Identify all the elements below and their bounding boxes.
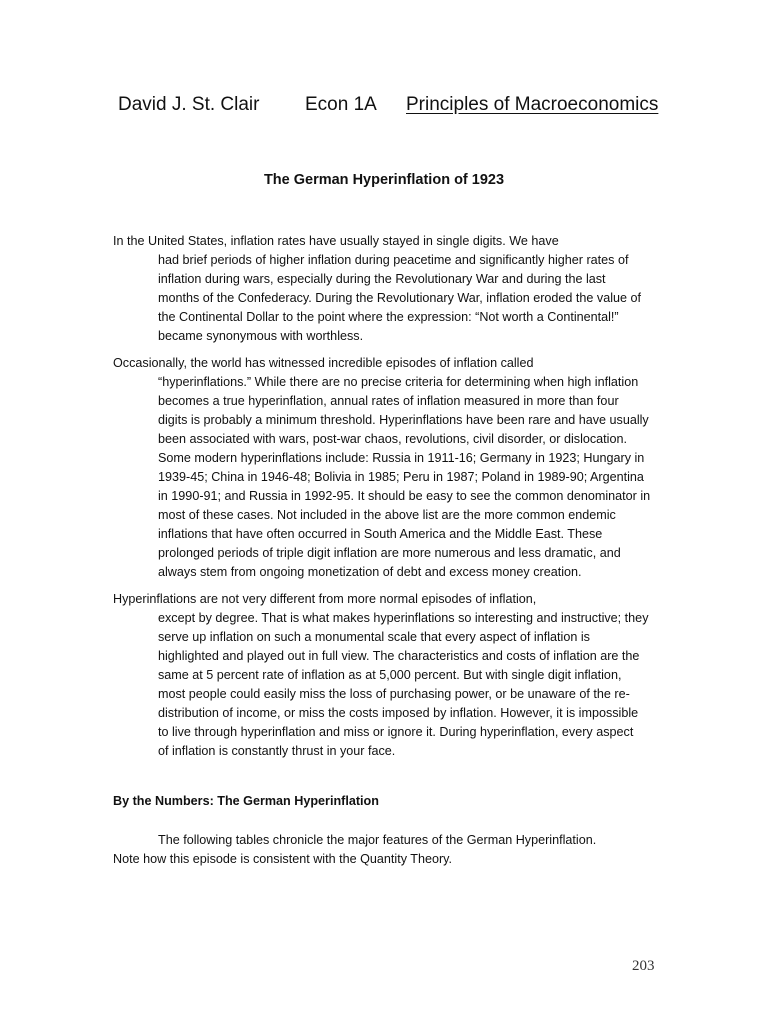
text-line: of inflation is constantly thrust in your face. bbox=[158, 744, 396, 758]
text-line: the Continental Dollar to the point where the expression: “Not worth a Continental!” bbox=[158, 310, 619, 324]
text-line: most people could easily miss the loss of purchasing power, or be unaware of the re- bbox=[158, 687, 630, 701]
text-line: Occasionally, the world has witnessed incredible episodes of inflation called bbox=[113, 356, 534, 370]
paragraph-2 bbox=[113, 354, 661, 582]
text-line: inflations that have often occurred in South America and the Middle East. These bbox=[158, 527, 603, 541]
text-line: highlighted and played out in full view. The characteristics and costs of inflation are the bbox=[158, 649, 640, 663]
document-title: The German Hyperinflation of 1923 bbox=[263, 172, 505, 188]
text-line: except by degree. That is what makes hyperinflations so interesting and instructive; they bbox=[158, 611, 649, 625]
text-line: Some modern hyperinflations include: Russia in 1911-16; Germany in 1923; Hungary in bbox=[158, 451, 645, 465]
section-heading: By the Numbers: The German Hyperinflation bbox=[113, 794, 379, 808]
text-line: distribution of income, or miss the costs imposed by inflation. However, it is impossible bbox=[158, 706, 639, 720]
paragraph-3 bbox=[113, 590, 661, 761]
text-line: digits is probably a minimum threshold. Hyperinflations have been rare and have usually bbox=[158, 413, 649, 427]
text-line: In the United States, inflation rates have usually stayed in single digits. We have bbox=[113, 234, 559, 248]
text-line: in 1990-91; and Russia in 1992-95. It should be easy to see the common denominator in bbox=[158, 489, 651, 503]
text-line: had brief periods of higher inflation during peacetime and significantly higher rates of bbox=[158, 253, 629, 267]
text-line: 1939-45; China in 1946-48; Bolivia in 1985; Peru in 1987; Poland in 1989-90; Argentina bbox=[158, 470, 644, 484]
text-line: The following tables chronicle the major features of the German Hyperinflation. bbox=[158, 833, 597, 847]
paragraph-1 bbox=[113, 232, 661, 346]
course-code: Econ 1A bbox=[305, 94, 377, 115]
text-line: became synonymous with worthless. bbox=[158, 329, 364, 343]
text-line: always stem from ongoing monetization of debt and excess money creation. bbox=[158, 565, 582, 579]
text-line: Hyperinflations are not very different from more normal episodes of inflation, bbox=[113, 592, 537, 606]
body-text bbox=[113, 232, 661, 769]
course-title: Principles of Macroeconomics bbox=[406, 94, 659, 115]
text-line: serve up inflation on such a monumental scale that every aspect of inflation is bbox=[158, 630, 590, 644]
text-line: months of the Confederacy. During the Revolutionary War, inflation eroded the value of bbox=[158, 291, 642, 305]
section-paragraph bbox=[113, 831, 661, 869]
author-name: David J. St. Clair bbox=[118, 94, 260, 115]
text-line: becomes a true hyperinflation, annual rates of inflation measured in more than four bbox=[158, 394, 619, 408]
document-header bbox=[118, 94, 678, 122]
text-line: to live through hyperinflation and miss or ignore it. During hyperinflation, every aspect bbox=[158, 725, 634, 739]
text-line: inflation during wars, especially during the Revolutionary War and during the last bbox=[158, 272, 606, 286]
text-line: same at 5 percent rate of inflation as at 5,000 percent. But with single digit inflation, bbox=[158, 668, 622, 682]
page-number: 203 bbox=[632, 958, 655, 974]
text-line: been associated with wars, post-war chaos, revolutions, civil disorder, or dislocation. bbox=[158, 432, 627, 446]
text-line: Note how this episode is consistent with the Quantity Theory. bbox=[113, 852, 453, 866]
text-line: most of these cases. Not included in the above list are the more common endemic bbox=[158, 508, 616, 522]
text-line: “hyperinflations.” While there are no precise criteria for determining when high inflation bbox=[158, 375, 639, 389]
text-line: prolonged periods of triple digit inflation are more numerous and less dramatic, and bbox=[158, 546, 621, 560]
